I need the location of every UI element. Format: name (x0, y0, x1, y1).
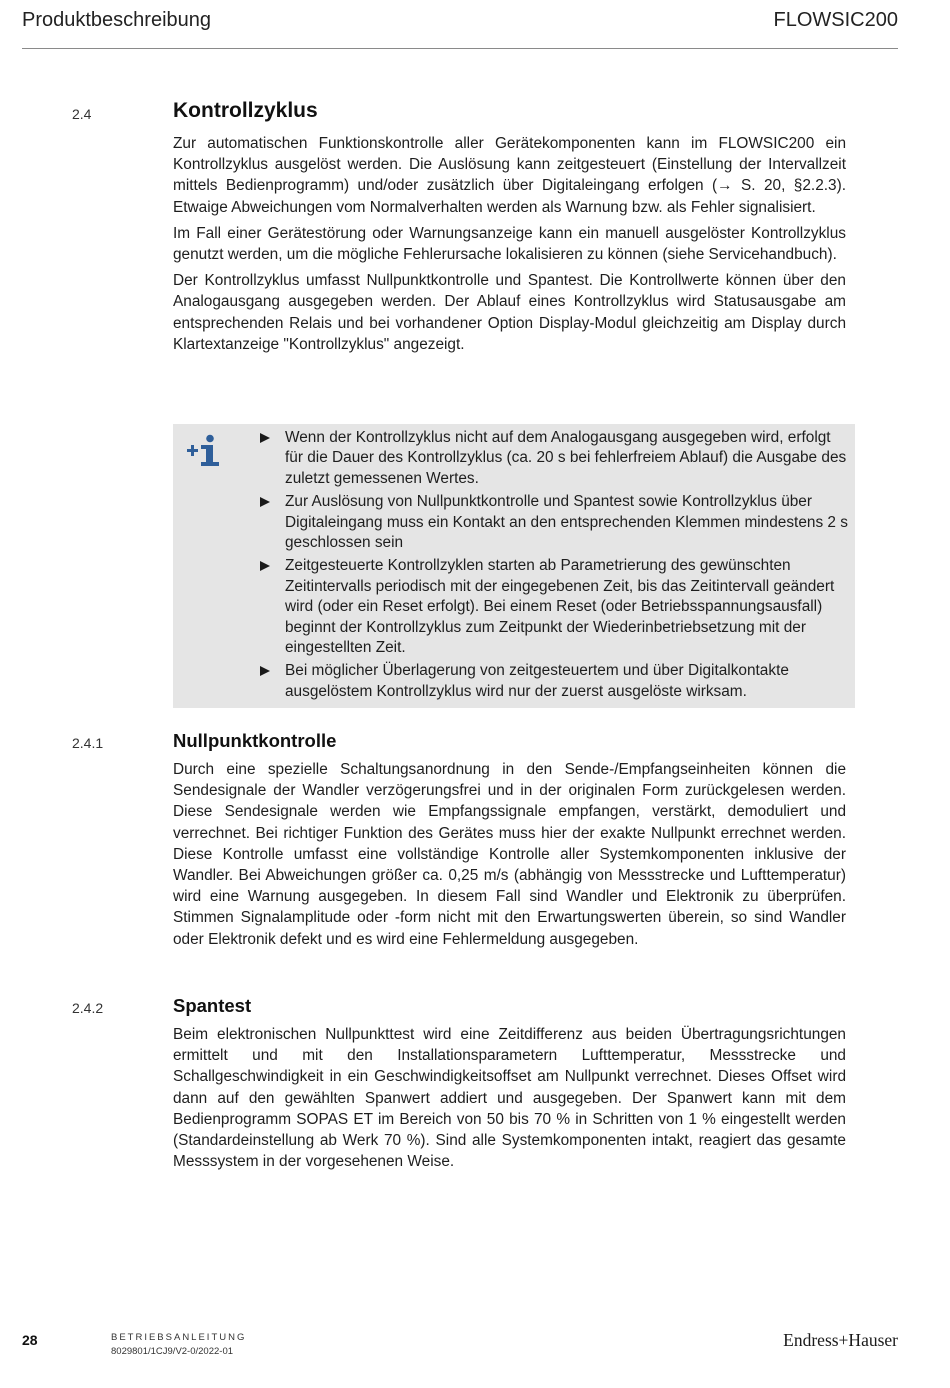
info-list-item: Zur Auslösung von Nullpunktkontrolle und Spantest sowie Kontrollzyklus über Digitaleingang muss ein Kontakt an den entsprechenden Klemmen mindestens 2 s geschlossen sein (258, 492, 848, 553)
info-list (258, 428, 848, 705)
bullet-arrow-icon (260, 666, 270, 676)
section-2-4-body (173, 133, 846, 355)
section-number-2-4-1: 2.4.1 (72, 735, 104, 751)
paragraph-2: Im Fall einer Gerätestörung oder Warnungsanzeige kann ein manuell ausgelöster Kontrollzyklus genutzt werden, um die mögliche Fehlerursache lokalisieren zu können (siehe Servicehandbuch). (173, 224, 846, 264)
info-list-item: Bei möglicher Überlagerung von zeitgesteuertem und über Digitalkontakte ausgelöstem Kontrollzyklus wird nur der zuerst ausgelöste wirksam. (258, 661, 848, 702)
header-product-name: FLOWSIC200 (773, 9, 898, 31)
header-divider (22, 48, 898, 49)
info-list-item: Wenn der Kontrollzyklus nicht auf dem Analogausgang ausgegeben wird, erfolgt für die Dauer des Kontrollzyklus (ca. 20 s bei fehlerfreiem Ablauf) die Ausgabe des zuletzt gemessenen Wertes. (258, 428, 848, 489)
section-number-2-4-2: 2.4.2 (72, 1000, 104, 1016)
bullet-arrow-icon (260, 561, 270, 571)
bullet-arrow-icon (260, 433, 270, 443)
paragraph-3: Der Kontrollzyklus umfasst Nullpunktkontrolle und Spantest. Die Kontrollwerte können über den Analogausgang ausgegeben werden. Der Ablauf eines Kontrollzyklus wird Statusausgabe am entsprechenden Relais und bei vorhandener Option Display-Modul gleichzeitig am Display durch Klartextanzeige "Kontrollzyklus" angezeigt. (173, 272, 846, 353)
info-icon (186, 434, 222, 468)
footer-document-type: BETRIEBSANLEITUNG (111, 1332, 247, 1343)
section-title-spantest: Spantest (173, 995, 252, 1016)
footer-document-id: 8029801/1CJ9/V2-0/2022-01 (111, 1346, 234, 1357)
info-list-item: Zeitgesteuerte Kontrollzyklen starten ab Parametrierung des gewünschten Zeitintervalls periodisch mit der eingegebenen Zeit, bis das Zeitintervall geändert wird (oder ein Reset erfolgt). Bei einem Reset (oder Betriebsspannungsausfall) beginnt der Kontrollzyklus zum Zeitpunkt der Wiederinbetriebsetzung mit der eingestellten Zeit. (258, 556, 848, 658)
header-section-title: Produktbeschreibung (22, 9, 212, 31)
section-2-4-2-body (173, 1024, 846, 1172)
section-number-2-4: 2.4 (72, 106, 92, 122)
paragraph-nullpunkt: Durch eine spezielle Schaltungsanordnung in den Sende-/Empfangseinheiten können die Sendesignale der Wandler verzögerungsfrei und in der originalen Form zurückgelesen werden. Diese Sendesignale werden wie Empfangssignale empfangen, verstärkt, demoduliert und verrechnet. Bei richtiger Funktion des Gerätes muss hier der exakte Nullpunkt errechnet werden. Diese Kontrolle umfasst eine vollständige Kontrolle aller Systemkomponenten inklusive der Wandler. Bei Abweichungen größer ca. 0,25 m/s (abhängig von Messstrecke und Lufttemperatur) wird eine Warnung ausgegeben. In diesem Fall sind Wandler und Elektronik zu überprüfen. Stimmen Signalamplitude oder -form nicht mit den Erwartungswerten überein, so sind Wandler oder Elektronik defekt und es wird eine Fehlermeldung ausgegeben. (173, 761, 846, 948)
brand-logo: Endress+Hauser (783, 1330, 898, 1350)
section-2-4-1-body (173, 759, 846, 950)
paragraph-1: Zur automatischen Funktionskontrolle aller Gerätekomponenten kann im FLOWSIC200 ein Kontrollzyklus ausgelöst werden. Die Auslösung kann zeitgesteuert (Einstellung der Intervallzeit mittels Bedienprogramm) und/oder zusätzlich über Digitaleingang erfolgen (→ S. 20, §2.2.3). Etwaige Abweichungen vom Normalverhalten werden als Warnung bzw. als Fehler signalisiert. (173, 135, 846, 216)
bullet-arrow-icon (260, 497, 270, 507)
page-number: 28 (22, 1332, 38, 1348)
section-title-kontrollzyklus: Kontrollzyklus (173, 99, 318, 122)
section-title-nullpunktkontrolle: Nullpunktkontrolle (173, 730, 337, 751)
paragraph-spantest: Beim elektronischen Nullpunkttest wird eine Zeitdifferenz aus beiden Übertragungsrichtungen ermittelt und mit den Installationsparametern Lufttemperatur, Messstrecke und Schallgeschwindigkeit in ein Geschwindigkeitsoffset am Nullpunkt verrechnet. Dieses Offset wird dann auf den gewählten Spanwert addiert und ausgegeben. Der Spanwert kann mit dem Bedienprogramm SOPAS ET im Bereich von 50 bis 70 % in Schritten von 1 % eingestellt werden (Standardeinstellung ab Werk 70 %). Sind alle Systemkomponenten intakt, reagiert das gesamte Messsystem in der vorgesehenen Weise. (173, 1026, 846, 1171)
